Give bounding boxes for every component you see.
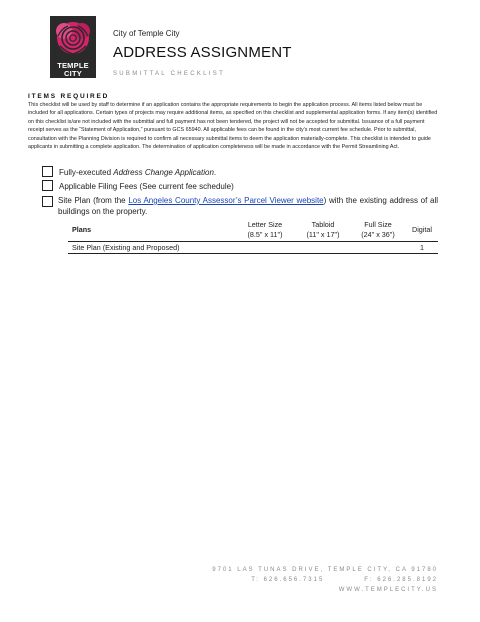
header-full-size bbox=[350, 219, 406, 242]
header-letter-label: Letter Size bbox=[247, 220, 283, 229]
row-tabloid bbox=[296, 242, 350, 254]
table-row bbox=[68, 242, 438, 254]
temple-city-logo bbox=[50, 16, 96, 78]
city-name: City of Temple City bbox=[113, 29, 180, 38]
item1-prefix: Fully-executed bbox=[59, 168, 114, 177]
checklist-item-application bbox=[42, 166, 216, 177]
items-required-heading: ITEMS REQUIRED bbox=[28, 93, 110, 100]
page-subtitle: SUBMITTAL CHECKLIST bbox=[113, 71, 226, 77]
parcel-viewer-link[interactable]: Los Angeles County Assessor’s Parcel Viewer website bbox=[128, 196, 324, 205]
intro-paragraph: This checklist will be used by staff to determine if an application contains the appropriate requirements to begin the application process. All items listed below must be included for all applications. Certain types of projects may require additional items, as specified on this checklist and supplemental application forms. If any item(s) identified on this checklist is/are not included with the submittal and full payment has not been tendered, the project will not be accepted for submittal. Issuance of a full payment receipt serves as the “Statement of Application,” pursuant to GCS 65940. All applicable fees can be found in the city’s most current fee schedule. Prior to submittal, consultation with the Planning Division is required to confirm all necessary submittal items to deem the application materially-complete. This checklist is intended to guide applicants in submitting a complete application. The determination of application completeness will be made in accordance with the Permit Streamlining Act. bbox=[28, 102, 438, 151]
checkbox-site-plan[interactable] bbox=[42, 196, 53, 207]
checkbox-application[interactable] bbox=[42, 166, 53, 177]
header-digital: Digital bbox=[412, 225, 432, 234]
header-tabloid-dim: (11" x 17") bbox=[306, 230, 340, 239]
checklist-item-fees bbox=[42, 180, 234, 191]
header-full-label: Full Size bbox=[364, 220, 392, 229]
item3-text bbox=[58, 195, 438, 217]
footer-address: 9701 LAS TUNAS DRIVE, TEMPLE CITY, CA 91780 bbox=[212, 567, 438, 573]
item3-suffix: ) with the existing address of all buildings on the property. bbox=[58, 196, 438, 216]
row-letter bbox=[234, 242, 296, 254]
footer-website[interactable]: WWW.TEMPLECITY.US bbox=[338, 587, 438, 593]
plans-table bbox=[68, 219, 438, 254]
item1-suffix: . bbox=[213, 168, 217, 177]
item2-text: Applicable Filing Fees (See current fee schedule) bbox=[59, 182, 234, 191]
footer-contact bbox=[251, 577, 438, 583]
row-digital: 1 bbox=[420, 243, 424, 252]
checkbox-fees[interactable] bbox=[42, 180, 53, 191]
item1-emphasis: Address Change Application bbox=[113, 168, 214, 177]
header-tabloid bbox=[296, 219, 350, 242]
logo-text-line1: TEMPLE bbox=[57, 61, 89, 70]
header-plans: Plans bbox=[72, 225, 92, 234]
header-tabloid-label: Tabloid bbox=[311, 220, 335, 229]
footer-phone: T: 626.656.7315 bbox=[251, 577, 325, 583]
header-letter-size bbox=[234, 219, 296, 242]
rose-logo-icon bbox=[50, 16, 96, 62]
item3-prefix: Site Plan (from the bbox=[58, 196, 129, 205]
page-title: ADDRESS ASSIGNMENT bbox=[113, 44, 292, 61]
header-full-dim: (24" x 36") bbox=[361, 230, 395, 239]
footer-fax: F: 626.285.8192 bbox=[364, 577, 438, 583]
row-label: Site Plan (Existing and Proposed) bbox=[72, 243, 180, 252]
logo-text-line2: CITY bbox=[64, 69, 82, 78]
row-full bbox=[350, 242, 406, 254]
header-letter-dim: (8.5" x 11") bbox=[247, 230, 283, 239]
plans-table-header-row bbox=[68, 219, 438, 242]
